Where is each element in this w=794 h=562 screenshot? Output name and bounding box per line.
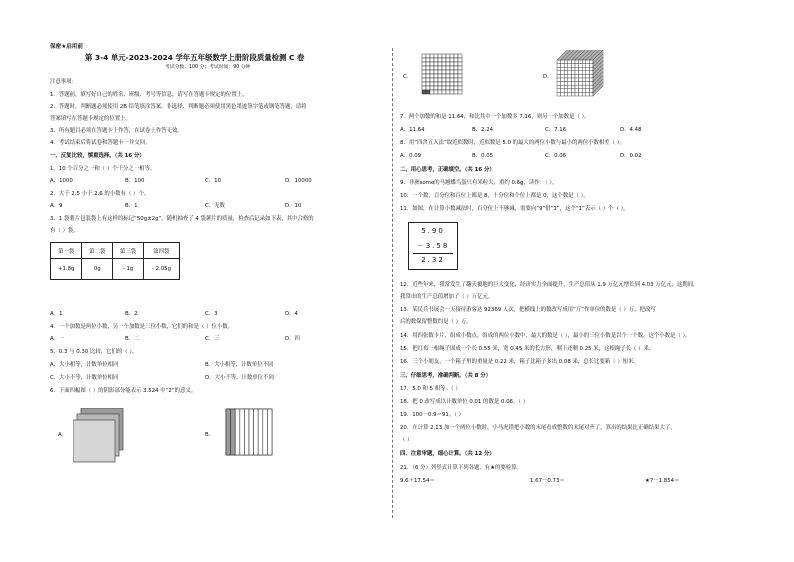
secret-label: 保密★启用前: [50, 44, 83, 50]
q7-option-d: D．4.48: [620, 127, 642, 133]
question-1: 1．10 个百分之一和（ ）个千分之一相等。: [50, 166, 156, 172]
q8-option-b: B．0.05: [472, 153, 494, 159]
q4-option-b: B．二: [125, 336, 140, 342]
question-19: 19．100－0.9＝91。（ ）: [400, 412, 464, 418]
q1-option-a: A．1000: [50, 178, 73, 184]
question-20-tail: （ ）: [400, 437, 413, 443]
question-5: 5．0.3 与 0.30 比较，它们的（ ）。: [50, 349, 138, 355]
question-4: 4．一个加数是两位小数，另一个加数是三位小数，它们的和是（ ）位小数。: [50, 324, 234, 330]
section2-heading: 二、用心思考，正确填空。（共 16 分）: [400, 167, 495, 173]
q8-option-c: C．0.06: [545, 153, 567, 159]
question-9: 9．非洲some的马翘蝶鸟蛋只有米粒大，重约 0.6g，读作：（ ）。: [400, 180, 558, 186]
question-2: 2．大于 2.5 小于 2.6 的小数有（ ）个。: [50, 191, 150, 197]
question-18: 18．把 0 改写成以计数单位 0.01 的数是 0.06。（ ）: [400, 399, 529, 405]
table-header-cell: 第三袋: [113, 243, 144, 259]
q2-option-a: A．9: [50, 203, 63, 209]
q6-option-b-label: B.: [205, 432, 211, 438]
q6-option-d-label: D.: [543, 74, 549, 80]
calc-line-2: －3.58: [416, 242, 450, 250]
note-item: 4．考试结束后将试卷和答题卡一并交回。: [50, 140, 151, 146]
subtraction-figure: [408, 222, 458, 270]
q2-option-b: B．1: [125, 203, 138, 209]
question-3: 3．1 袋薯片包装袋上有这样的标记“50g±2g”，随机抽查了 4 袋薯片的质量，检查后记录如下表，其中合格的: [50, 216, 314, 222]
section4-heading: 四、注意审题，细心计算。（共 12 分）: [400, 451, 495, 457]
q3-option-a: A．1: [50, 311, 63, 317]
note-item: 1．答题前，填写好自己的姓名、班级、考号等信息，请写在答题卡规定的位置上。: [50, 92, 248, 98]
question-3-cont: 有（ ）袋。: [50, 228, 79, 234]
exam-info: 考试分数：100 分；考试时间：90 分钟: [165, 65, 251, 70]
table-cell: - 2.05g: [143, 259, 179, 280]
q4-option-d: D．四: [285, 336, 300, 342]
question-16: 16．三个小朋友，一个箱子里的重量是 0.22 米，箱子比箱子多出 0.08 米，总长比要箱（ ）厘米。: [400, 359, 639, 365]
expression-1: 9.6＋17.54＝: [400, 478, 435, 484]
question-17: 17．5.0 和 5 相等。（ ）: [400, 386, 461, 392]
sack-weight-table: [50, 242, 180, 280]
q8-option-d: D．0.02: [620, 153, 642, 159]
expression-2: 1.67－0.73＝: [530, 478, 565, 484]
table-header-cell: 第一袋: [51, 243, 82, 259]
q4-option-a: A．一: [50, 336, 65, 342]
figure-d-cube: [555, 50, 607, 102]
figure-a-stacked-squares: [73, 408, 125, 466]
q7-option-c: C．7.16: [545, 127, 567, 133]
q3-option-d: D．4: [285, 311, 298, 317]
table-cell: 0g: [82, 259, 113, 280]
note-item: 答案填写在答题卡规定的位置上。: [50, 116, 131, 122]
q4-option-c: C．三: [205, 336, 220, 342]
question-20: 20．在计算 2.13 加一个两位小数时，小马虎错把小数的末尾看成整数的末尾对齐了，算出的结果比正确结果大了。: [400, 425, 676, 431]
section3-heading: 三、仔细思考，准确判断。（共 8 分）: [400, 373, 492, 379]
section1-heading: 一、反复比较，慎重选择。（共 16 分）: [50, 153, 145, 159]
table-cell: - 1g: [113, 259, 144, 280]
question-11: 11．如图，在计算小数减法时，百分位上不够减，需要向“9”借“1”，这个“1”表示（ ）个（ ）。: [400, 206, 629, 212]
question-13: 13．某民兵书展会一天接待游客达 92369 人次，把横线上的数改写成用“万”作单位的数是（ ）万，把改写: [400, 307, 656, 313]
q1-option-d: D．10000: [285, 178, 312, 184]
q7-option-a: A．11.64: [400, 127, 425, 133]
q7-option-b: B．2.24: [472, 127, 494, 133]
q5-option-d: D．大小不等，计数单位不同: [205, 375, 274, 381]
calc-rule: [413, 253, 453, 254]
question-15: 15．把红布一根绳子围成一个长 0.55 米，宽 0.45 米的长方形，剩下还剩 0.25 米，这根绳子长（ ）米。: [400, 346, 655, 352]
q6-option-a-label: A.: [58, 432, 64, 438]
figure-b-striped-square: [225, 408, 275, 458]
calc-line-1: 5.90: [421, 227, 445, 235]
q6-option-c-label: C.: [403, 74, 409, 80]
figure-c-grid: [420, 52, 464, 96]
question-7: 7．两个加数的和是 11.64，和比其中一个加数多 7.16，则另一个加数是（ ）。: [400, 114, 590, 120]
page-title: 第 3-4 单元-2023-2024 学年五年级数学上册阶段质量检测 C 卷: [85, 53, 305, 62]
note-item: 3．所有题目必须在答题卡上作答，在试卷上作答无效。: [50, 128, 183, 134]
question-21: 21．（6 分）列竖式计算下列各题，有★的要验算。: [400, 465, 522, 471]
q3-option-b: B．2: [125, 311, 138, 317]
q8-option-a: A．0.09: [400, 153, 422, 159]
question-8: 8．用“四舍五入法”取近似数时，近似数是 5.0 的最大的两位小数与最小的两位小数相差（ ）。: [400, 140, 625, 146]
note-item: 2．答题时，判断题必须使用 2B 铅笔填涂答案，非选择、判断题必须使用黑色墨迹签字笔或钢笔答题，请将: [50, 104, 307, 110]
table-header-cell: 第二袋: [82, 243, 113, 259]
question-13-cont: 后的数保留整数约是（ ）万。: [400, 319, 472, 325]
question-6: 6．下面四幅图（ ）的阴影部分能表示 3.524 中“2”的意义。: [50, 388, 197, 394]
notes-heading: 注意事项：: [50, 79, 77, 85]
q5-option-b: B．大小相等，计数单位不同: [205, 362, 274, 368]
calc-line-3: 2.32: [421, 256, 445, 264]
table-cell: +1.8g: [51, 259, 82, 280]
q3-option-c: C．3: [205, 311, 218, 317]
q5-option-c: C．大小不等，计数单位相同: [50, 375, 119, 381]
q2-option-c: C．无数: [205, 203, 225, 209]
expression-3: ★7－1.854＝: [645, 478, 680, 484]
q1-option-b: B．100: [125, 178, 145, 184]
question-12-cont: 我常市的生产总值增加了（ ）万亿元。: [400, 294, 494, 300]
q2-option-d: D．10: [285, 203, 302, 209]
table-header-cell: 第四袋: [143, 243, 179, 259]
question-14: 14．用四张数卡片，组成小数点，组成的两位小数中，最大的数是（ ），最小的三位小数是以个一个数，这个小数是（ ）。: [400, 333, 691, 339]
q5-option-a: A．大小相等，计数单位相同: [50, 362, 119, 368]
question-10: 10．一个数，百分位和百位上都是 8，十分位和个位上都是 0，这个数是（ ）。: [400, 193, 589, 199]
question-12: 12．近些年来，我常发生了翻天覆地的巨大变化，经济实力全面提升，生产总值从 1.9 万亿元增长到 4.03 万亿元，这期间，: [400, 282, 699, 288]
column-divider: [392, 48, 393, 518]
q1-option-c: C．10: [205, 178, 222, 184]
